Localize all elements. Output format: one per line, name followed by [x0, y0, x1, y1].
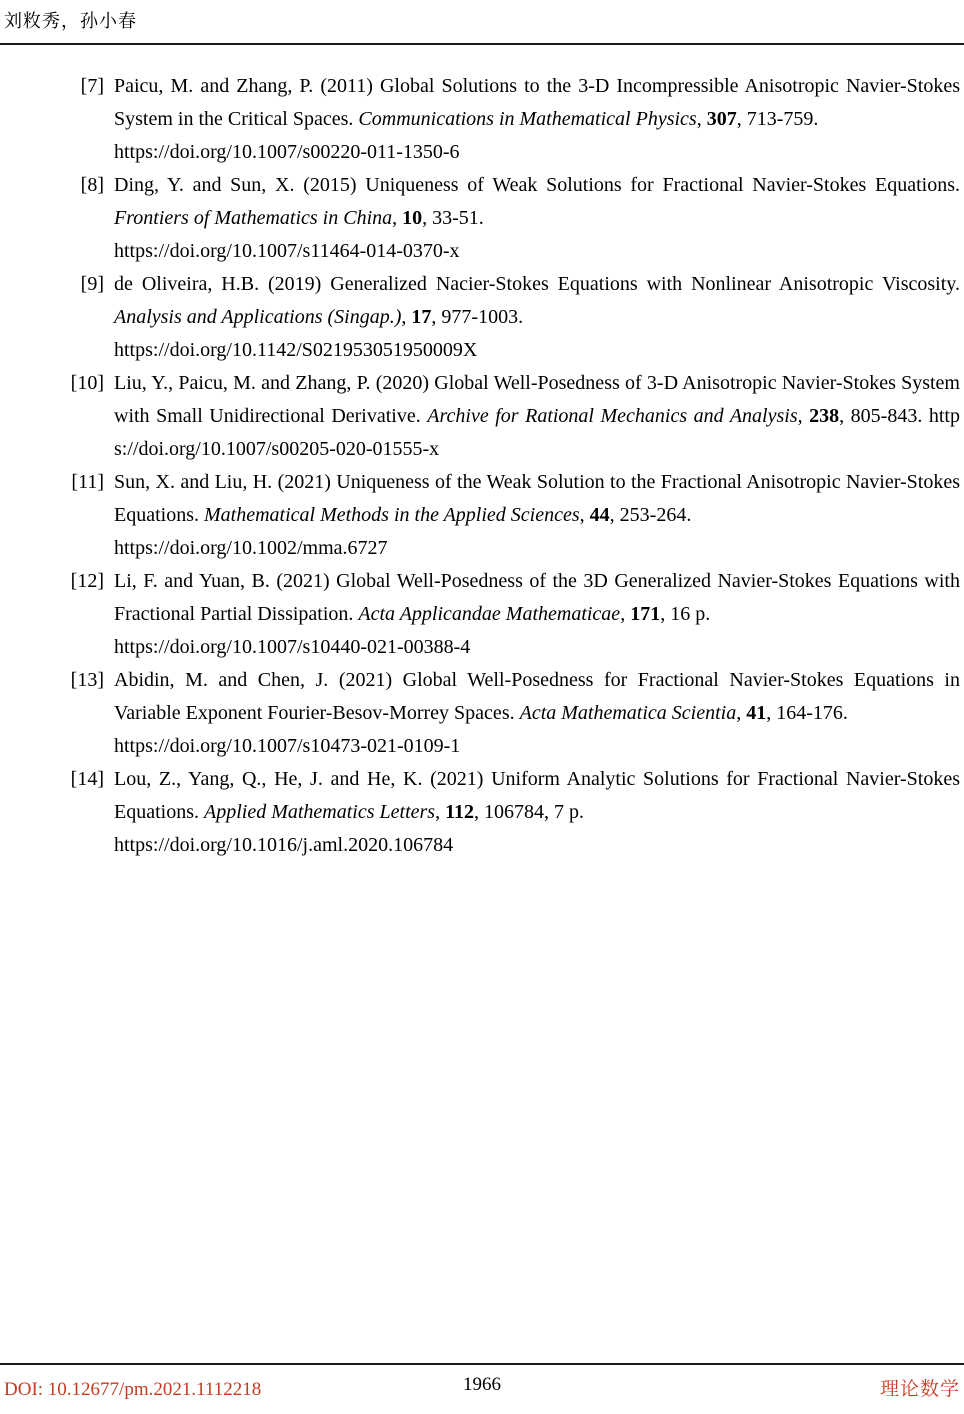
footer-journal-name: 理论数学: [879, 1379, 960, 1400]
reference-fragment: ,: [392, 207, 403, 229]
doi-link[interactable]: https://doi.org/10.1002/mma.6727: [114, 537, 388, 559]
volume-number: 112: [445, 801, 474, 823]
reference-item: [66, 169, 960, 268]
reference-fragment: ,: [736, 702, 747, 724]
reference-fragment: de Oliveira, H.B. (2019) Generalized Nacier-Stokes Equations with Nonlinear Anisotropic Viscosity.: [114, 273, 960, 295]
reference-fragment: , 164-176.: [766, 702, 848, 724]
journal-name: Acta Mathematica Scientia: [519, 702, 737, 724]
reference-number: [12]: [70, 570, 104, 592]
journal-name: Mathematical Methods in the Applied Sciences: [204, 504, 580, 526]
page-header: [0, 0, 964, 45]
doi-link[interactable]: https://doi.org/10.1007/s10473-021-0109-1: [114, 735, 461, 757]
references-section: [0, 70, 964, 862]
reference-text: [114, 367, 960, 466]
reference-fragment: , 713-759.: [736, 108, 819, 130]
doi-link[interactable]: https://doi.org/10.1142/S021953051950009X: [114, 339, 478, 361]
doi-link[interactable]: https://doi.org/10.1007/s10440-021-00388-4: [114, 636, 471, 658]
reference-fragment: , 33-51.: [422, 207, 484, 229]
reference-number: [8]: [80, 174, 104, 196]
reference-item: [66, 763, 960, 862]
reference-fragment: , 805-843.: [839, 405, 929, 427]
journal-name: Frontiers of Mathematics in China: [114, 207, 393, 229]
reference-list: [66, 70, 960, 862]
reference-fragment: ,: [696, 108, 707, 130]
volume-number: 171: [630, 603, 661, 625]
doi-link[interactable]: https://doi.org/10.1016/j.aml.2020.106784: [114, 834, 454, 856]
reference-fragment: , 977-1003.: [431, 306, 524, 328]
running-head-authors: 刘敉秀，孙小春: [4, 11, 137, 31]
reference-item: [66, 466, 960, 565]
journal-name: Communications in Mathematical Physics: [358, 108, 697, 130]
reference-text: [114, 763, 960, 862]
volume-number: 238: [809, 405, 840, 427]
reference-text: [114, 70, 960, 169]
reference-number: [10]: [70, 372, 104, 394]
reference-item: [66, 664, 960, 763]
doi-link[interactable]: https://doi.org/10.1007/s00205-020-01555-x: [114, 405, 960, 460]
reference-item: [66, 565, 960, 664]
reference-number: [11]: [71, 471, 104, 493]
reference-fragment: , 106784, 7 p.: [473, 801, 584, 823]
reference-fragment: Lou, Z., Yang, Q., He, J. and He, K. (2021) Uniform Analytic Solutions for Fractional Navier-Stokes Equations.: [114, 768, 960, 823]
volume-number: 10: [402, 207, 423, 229]
journal-name: Analysis and Applications (Singap.): [114, 306, 402, 328]
reference-fragment: ,: [401, 306, 412, 328]
doi-link[interactable]: https://doi.org/10.1007/s00220-011-1350-6: [114, 141, 460, 163]
page-number: 1966: [463, 1374, 501, 1395]
reference-fragment: ,: [797, 405, 810, 427]
reference-fragment: Abidin, M. and Chen, J. (2021) Global Well-Posedness for Fractional Navier-Stokes Equations in Variable Exponent Fourier-Besov-Morrey Spaces.: [114, 669, 960, 724]
journal-name: Acta Applicandae Mathematicae: [358, 603, 621, 625]
reference-text: [114, 565, 960, 664]
reference-number: [7]: [80, 75, 104, 97]
volume-number: 44: [589, 504, 610, 526]
reference-text: [114, 466, 960, 565]
volume-number: 17: [411, 306, 432, 328]
reference-fragment: ,: [579, 504, 590, 526]
reference-text: [114, 268, 960, 367]
reference-number: [9]: [80, 273, 104, 295]
reference-fragment: Paicu, M. and Zhang, P. (2011) Global Solutions to the 3-D Incompressible Anisotropic Navier-Stokes System in the Critical Spaces.: [114, 75, 960, 130]
reference-fragment: Ding, Y. and Sun, X. (2015) Uniqueness of Weak Solutions for Fractional Navier-Stokes Equations.: [114, 174, 960, 196]
reference-fragment: Li, F. and Yuan, B. (2021) Global Well-Posedness of the 3D Generalized Navier-Stokes Equations with Fractional Partial Dissipation.: [114, 570, 960, 625]
reference-fragment: Sun, X. and Liu, H. (2021) Uniqueness of the Weak Solution to the Fractional Anisotropic Navier-Stokes Equations.: [114, 471, 960, 526]
footer-doi[interactable]: DOI: 10.12677/pm.2021.1112218: [4, 1379, 262, 1400]
reference-fragment: ,: [435, 801, 446, 823]
doi-link[interactable]: https://doi.org/10.1007/s11464-014-0370-x: [114, 240, 460, 262]
reference-number: [14]: [70, 768, 104, 790]
reference-number: [13]: [70, 669, 104, 691]
volume-number: 41: [746, 702, 767, 724]
journal-name: Applied Mathematics Letters: [204, 801, 436, 823]
reference-text: [114, 664, 960, 763]
volume-number: 307: [706, 108, 737, 130]
journal-name: Archive for Rational Mechanics and Analysis: [427, 405, 798, 427]
reference-item: [66, 70, 960, 169]
reference-fragment: Liu, Y., Paicu, M. and Zhang, P. (2020) Global Well-Posedness of 3-D Anisotropic Navier-Stokes System with Small Unidirectional Derivative.: [114, 372, 960, 427]
reference-fragment: , 16 p.: [660, 603, 711, 625]
page-footer: [0, 1363, 964, 1414]
reference-item: [66, 367, 960, 466]
reference-fragment: , 253-264.: [609, 504, 692, 526]
reference-fragment: ,: [620, 603, 631, 625]
reference-item: [66, 268, 960, 367]
reference-text: [114, 169, 960, 268]
